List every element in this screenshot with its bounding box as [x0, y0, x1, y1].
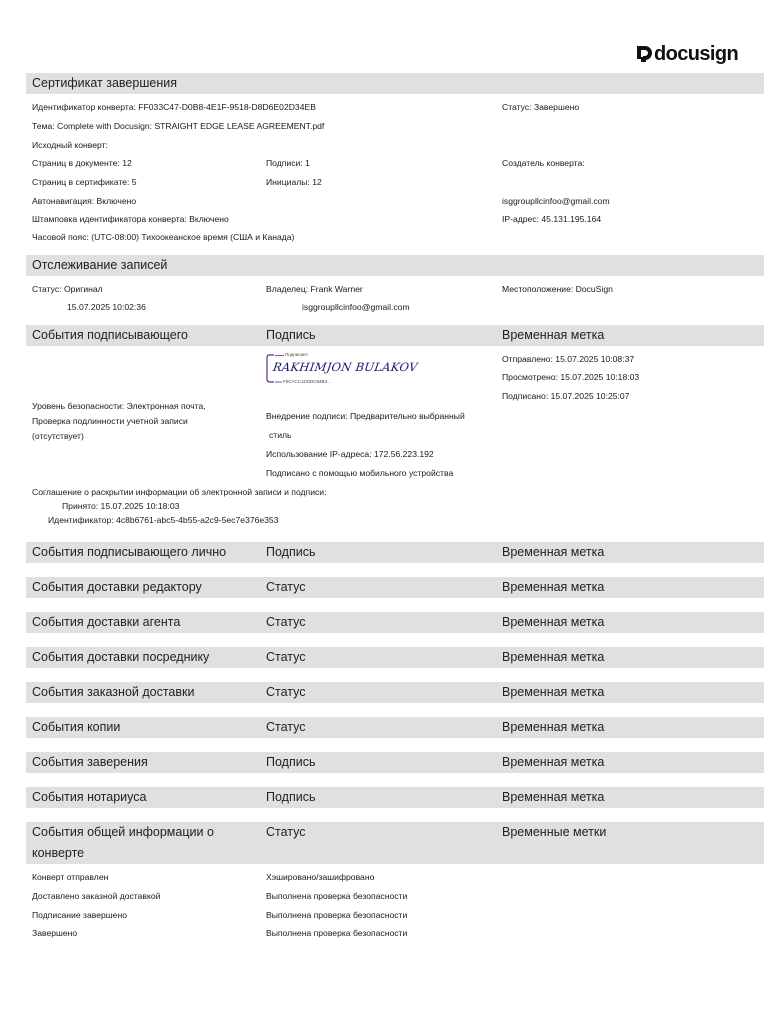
- section-band: [26, 717, 764, 738]
- summary-status: Выполнена проверка безопасности: [266, 891, 408, 901]
- signer-events-col3: Временная метка: [502, 328, 605, 342]
- section-col2: Подпись: [266, 755, 316, 769]
- section-col2: Статус: [266, 615, 306, 629]
- summary-col2: Статус: [266, 825, 306, 839]
- section-col3: Временная метка: [502, 580, 605, 594]
- tracking-holder: Владелец: Frank Warner: [266, 284, 363, 294]
- disclosure-id: Идентификатор: 4c8b6761-abc5-4b55-a2c9-5ec7e376e353: [48, 515, 279, 525]
- section-col1: События заказной доставки: [32, 685, 195, 699]
- summary-event: Подписание завершено: [32, 910, 127, 920]
- security-level-line1: Уровень безопасности: Электронная почта,: [32, 401, 206, 411]
- viewed-timestamp: Просмотрено: 15.07.2025 10:18:03: [502, 372, 640, 382]
- section-col3: Временная метка: [502, 755, 605, 769]
- section-col3: Временная метка: [502, 790, 605, 804]
- docusign-logo-text: docusign: [654, 42, 739, 65]
- section-col2: Статус: [266, 685, 306, 699]
- security-level-line2: Проверка подлинности учетной записи: [32, 416, 188, 426]
- section-col3: Временная метка: [502, 545, 605, 559]
- disclosure-agreement: Соглашение о раскрытии информации об электронной записи и подписи:: [32, 487, 327, 497]
- signature-count: Подписи: 1: [266, 158, 310, 168]
- summary-status: Выполнена проверка безопасности: [266, 928, 408, 938]
- certificate-title: Сертификат завершения: [32, 76, 177, 90]
- source-envelope: Исходный конверт:: [32, 140, 108, 150]
- tracking-date: 15.07.2025 10:02:36: [67, 302, 146, 312]
- docusign-logo: [634, 40, 738, 68]
- signer-events-col1: События подписывающего: [32, 328, 188, 342]
- tracking-title: Отслеживание записей: [32, 258, 168, 272]
- tracking-holder-email: isggroupllcinfoo@gmail.com: [302, 302, 410, 312]
- signature-adoption-line1: Внедрение подписи: Предварительно выбранный: [266, 411, 465, 421]
- section-col1: События нотариуса: [32, 790, 147, 804]
- signature-image: [266, 352, 419, 386]
- section-col1: События доставки агента: [32, 615, 181, 629]
- certificate-pages: Страниц в сертификате: 5: [32, 177, 137, 187]
- summary-status: Хэшировано/зашифровано: [266, 872, 375, 882]
- envelope-originator-label: Создатель конверта:: [502, 158, 585, 168]
- signature-caption: Подписант:: [285, 352, 309, 357]
- tracking-status: Статус: Оригинал: [32, 284, 103, 294]
- disclosure-accepted: Принято: 15.07.2025 10:18:03: [62, 501, 180, 511]
- envelope-id-stamping: Штамповка идентификатора конверта: Включено: [32, 214, 229, 224]
- document-pages: Страниц в документе: 12: [32, 158, 132, 168]
- section-col3: Временная метка: [502, 720, 605, 734]
- signed-mobile: Подписано с помощью мобильного устройства: [266, 468, 454, 478]
- section-col2: Статус: [266, 580, 306, 594]
- tracking-location: Местоположение: DocuSign: [502, 284, 613, 294]
- section-col1: События доставки редактору: [32, 580, 202, 594]
- envelope-id: Идентификатор конверта: FF033C47-D0B8-4E1F-9518-D8D6E02D34EB: [32, 102, 316, 112]
- signature-name: RAKHIMJON BULAKOV: [272, 360, 419, 374]
- signed-timestamp: Подписано: 15.07.2025 10:25:07: [502, 391, 630, 401]
- initials-count: Инициалы: 12: [266, 177, 322, 187]
- summary-event: Доставлено заказной доставкой: [32, 891, 161, 901]
- section-col1: События копии: [32, 720, 121, 734]
- originator-email: isggroupllcinfoo@gmail.com: [502, 196, 610, 206]
- envelope-subject: Тема: Complete with Docusign: STRAIGHT EDGE LEASE AGREEMENT.pdf: [32, 121, 325, 131]
- section-col2: Подпись: [266, 790, 316, 804]
- timezone: Часовой пояс: (UTC-08:00) Тихоокеанское время (США и Канада): [32, 232, 295, 242]
- signature-id: F0CACC1DDDC84B3...: [283, 379, 331, 384]
- section-col2: Статус: [266, 650, 306, 664]
- security-level-line3: (отсутствует): [32, 431, 84, 441]
- summary-col3: Временные метки: [502, 825, 607, 839]
- docusign-logo-icon: [634, 44, 654, 64]
- section-col3: Временная метка: [502, 615, 605, 629]
- signature-adoption-line2: стиль: [269, 430, 292, 440]
- originator-ip: IP-адрес: 45.131.195.164: [502, 214, 602, 224]
- summary-event: Конверт отправлен: [32, 872, 109, 882]
- summary-status: Выполнена проверка безопасности: [266, 910, 408, 920]
- summary-event: Завершено: [32, 928, 78, 938]
- summary-col1-line2: конверте: [32, 846, 85, 860]
- section-col1: События подписывающего лично: [32, 545, 227, 559]
- ip-address-used: Использование IP-адреса: 172.56.223.192: [266, 449, 434, 459]
- summary-col1-line1: События общей информации о: [32, 825, 214, 839]
- autonavigation: Автонавигация: Включено: [32, 196, 137, 206]
- section-col2: Подпись: [266, 545, 316, 559]
- envelope-status: Статус: Завершено: [502, 102, 580, 112]
- section-col2: Статус: [266, 720, 306, 734]
- section-col3: Временная метка: [502, 685, 605, 699]
- sent-timestamp: Отправлено: 15.07.2025 10:08:37: [502, 354, 635, 364]
- section-col1: События доставки посреднику: [32, 650, 210, 664]
- section-col3: Временная метка: [502, 650, 605, 664]
- signer-events-col2: Подпись: [266, 328, 316, 342]
- section-col1: События заверения: [32, 755, 148, 769]
